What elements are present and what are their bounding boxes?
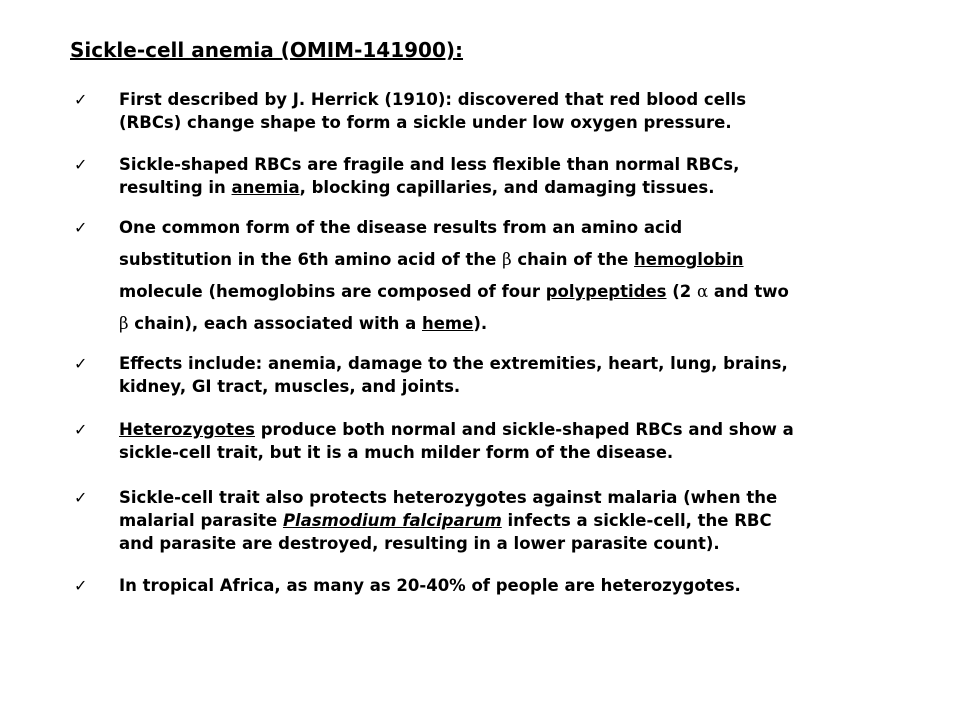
bullet-malaria bbox=[74, 486, 894, 555]
bullet-line: (RBCs) change shape to form a sickle under low oxygen pressure. bbox=[119, 113, 732, 132]
heme-link[interactable]: heme bbox=[421, 314, 474, 333]
bullet-line bbox=[119, 308, 894, 340]
checkmark-icon: ✓ bbox=[74, 354, 88, 373]
checkmark-icon: ✓ bbox=[74, 488, 88, 507]
bullet-line: Sickle-shaped RBCs are fragile and less flexible than normal RBCs, bbox=[119, 155, 740, 174]
anemia-link[interactable]: anemia bbox=[231, 178, 300, 197]
bullet-line: Sickle-cell trait also protects heterozygotes against malaria (when the bbox=[119, 488, 778, 507]
bullet-line: Effects include: anemia, damage to the extremities, heart, lung, brains, bbox=[119, 354, 788, 373]
bullet-line bbox=[119, 244, 894, 276]
bullet-line: kidney, GI tract, muscles, and joints. bbox=[119, 377, 461, 396]
polypeptides-link[interactable]: polypeptides bbox=[545, 282, 667, 301]
text-run: molecule (hemoglobins are composed of four bbox=[119, 282, 546, 301]
bullet-line: and parasite are destroyed, resulting in a lower parasite count). bbox=[119, 534, 720, 553]
text-run: , blocking capillaries, and damaging tissues. bbox=[299, 178, 715, 197]
bullet-line: sickle-cell trait, but it is a much milder form of the disease. bbox=[119, 443, 674, 462]
text-run: infects a sickle-cell, the RBC bbox=[501, 511, 772, 530]
bullet-line: One common form of the disease results from an amino acid bbox=[119, 218, 683, 237]
text-run: chain), each associated with a bbox=[128, 314, 422, 333]
text-run: chain of the bbox=[511, 250, 635, 269]
bullet-line bbox=[119, 509, 894, 532]
checkmark-icon: ✓ bbox=[74, 420, 88, 439]
checkmark-icon: ✓ bbox=[74, 576, 88, 595]
beta-symbol: β bbox=[119, 314, 129, 333]
bullet-line: In tropical Africa, as many as 20-40% of people are heterozygotes. bbox=[119, 576, 741, 595]
text-run: ). bbox=[473, 314, 488, 333]
bullet-line: First described by J. Herrick (1910): discovered that red blood cells bbox=[119, 90, 747, 109]
text-run: (2 bbox=[666, 282, 697, 301]
checkmark-icon: ✓ bbox=[74, 155, 88, 174]
heterozygotes-link[interactable]: Heterozygotes bbox=[119, 420, 255, 439]
checkmark-icon: ✓ bbox=[74, 90, 88, 109]
beta-symbol: β bbox=[502, 250, 512, 269]
bullet-heterozygotes bbox=[74, 418, 894, 464]
plasmodium-link[interactable]: Plasmodium falciparum bbox=[282, 511, 502, 530]
checkmark-icon: ✓ bbox=[74, 218, 88, 237]
bullet-line bbox=[119, 276, 894, 308]
alpha-symbol: α bbox=[696, 282, 709, 301]
bullet-mutation bbox=[74, 212, 894, 340]
text-run: malarial parasite bbox=[119, 511, 283, 530]
bullet-fragility bbox=[74, 153, 894, 199]
bullet-africa bbox=[74, 574, 894, 597]
text-run: substitution in the 6th amino acid of the bbox=[119, 250, 503, 269]
text-run: and two bbox=[708, 282, 789, 301]
hemoglobin-link[interactable]: hemoglobin bbox=[634, 250, 744, 269]
bullet-line bbox=[119, 176, 894, 199]
bullet-history bbox=[74, 88, 894, 134]
text-run: produce both normal and sickle-shaped RBCs and show a bbox=[254, 420, 794, 439]
bullet-line bbox=[119, 418, 894, 441]
text-run: resulting in bbox=[119, 178, 232, 197]
bullet-effects bbox=[74, 352, 894, 398]
slide-title: Sickle-cell anemia (OMIM-141900): bbox=[70, 38, 464, 62]
